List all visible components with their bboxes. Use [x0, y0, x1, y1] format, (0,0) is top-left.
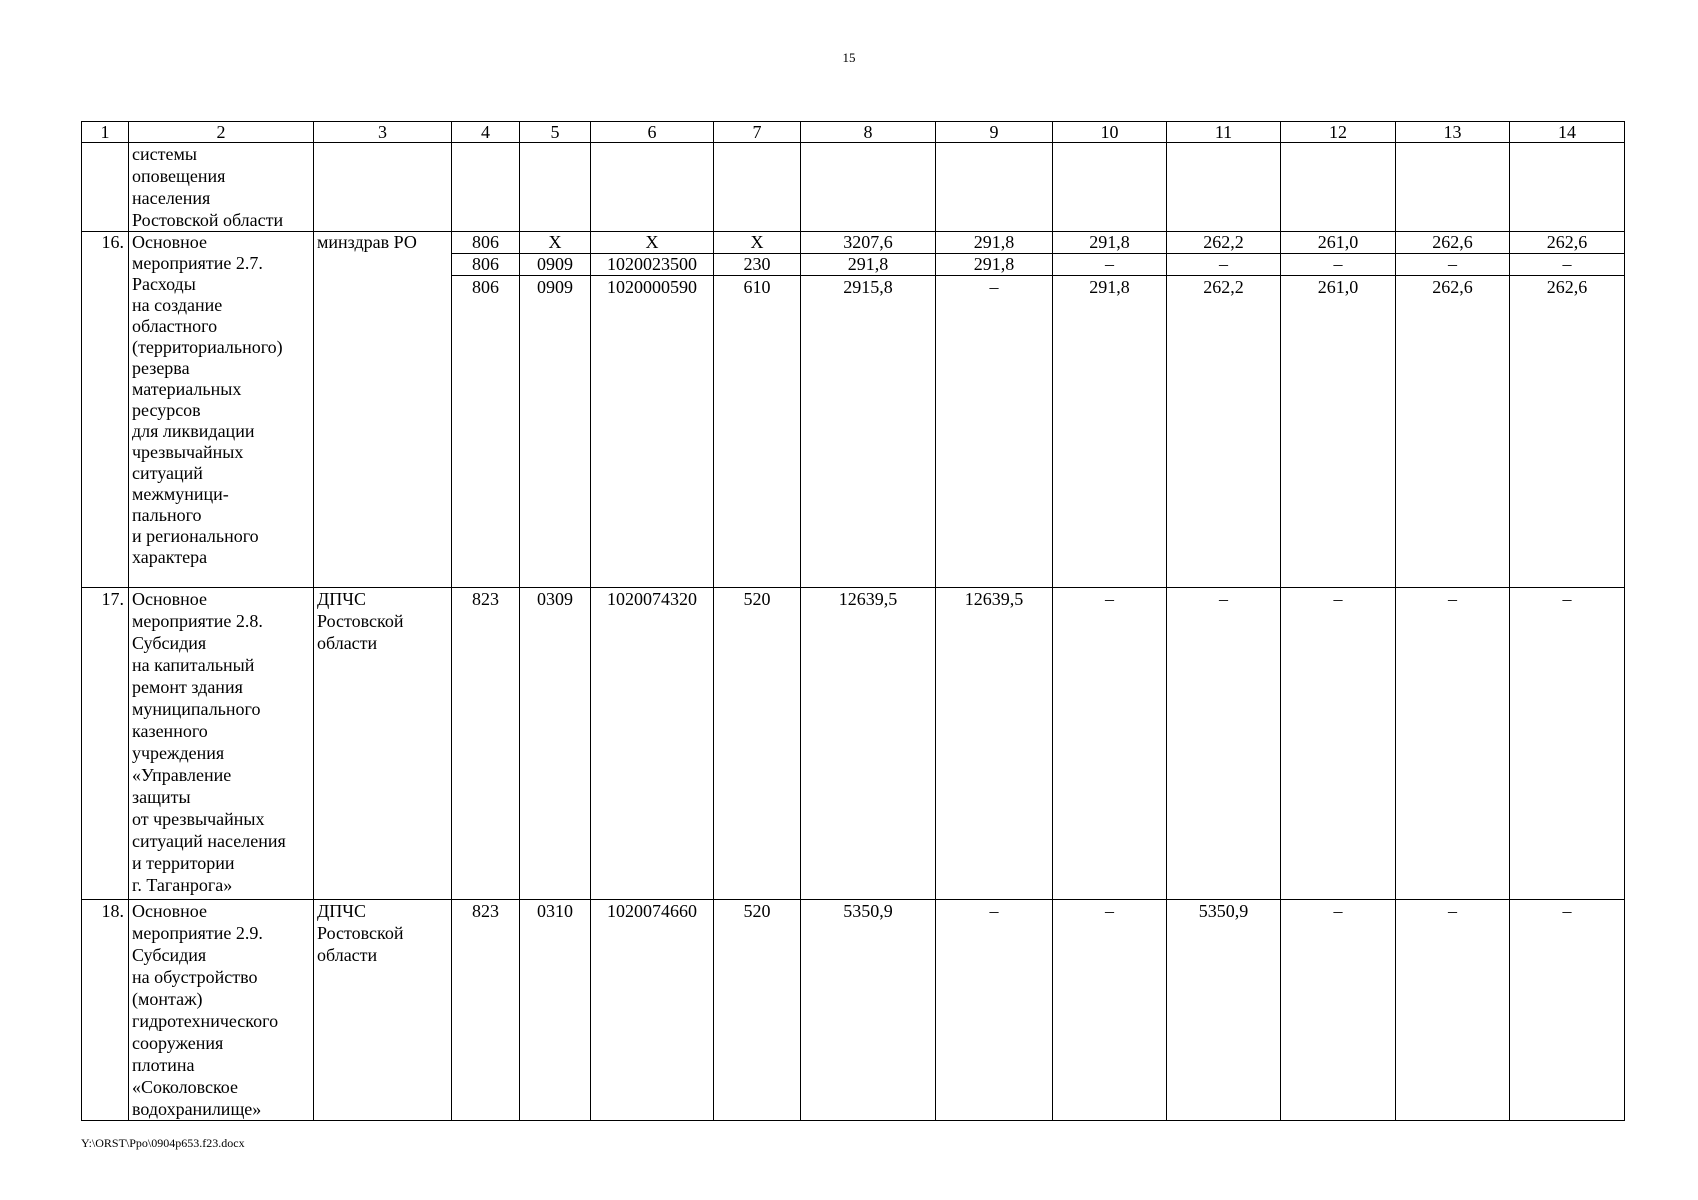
table-cell: 0909: [520, 276, 591, 588]
table-cell: –: [1053, 900, 1167, 1121]
table-cell: 12639,5: [801, 588, 936, 900]
table-cell: –: [1510, 588, 1625, 900]
column-number: 5: [520, 122, 591, 143]
table-cell: 0310: [520, 900, 591, 1121]
table-cell: 12639,5: [936, 588, 1053, 900]
column-number: 2: [129, 122, 314, 143]
table-row: [82, 900, 1625, 1121]
table-cell: Х: [591, 232, 714, 254]
table-row: [82, 143, 1625, 232]
column-number-row: [82, 122, 1625, 143]
table-cell: 230: [714, 254, 801, 276]
table-cell: –: [1281, 254, 1396, 276]
table-cell: –: [1510, 900, 1625, 1121]
table-cell: 0909: [520, 254, 591, 276]
table-cell: 2915,8: [801, 276, 936, 588]
table-cell: Х: [520, 232, 591, 254]
executor-cell: [314, 143, 452, 232]
table-cell: 5350,9: [1167, 900, 1281, 1121]
table-cell: 0309: [520, 588, 591, 900]
table-cell: 806: [452, 276, 520, 588]
table-cell: [936, 143, 1053, 232]
table-cell: 1020074320: [591, 588, 714, 900]
executor-cell: минздрав РО: [314, 232, 452, 588]
column-number: 7: [714, 122, 801, 143]
table-cell: 291,8: [936, 232, 1053, 254]
table-cell: –: [1281, 900, 1396, 1121]
column-number: 9: [936, 122, 1053, 143]
table-cell: Х: [714, 232, 801, 254]
table-cell: –: [1396, 588, 1510, 900]
column-number: 1: [82, 122, 129, 143]
table-cell: –: [936, 276, 1053, 588]
table-cell: [452, 143, 520, 232]
table-cell: 261,0: [1281, 232, 1396, 254]
table-cell: 262,2: [1167, 276, 1281, 588]
table-cell: 262,6: [1396, 232, 1510, 254]
executor-cell: ДПЧС Ростовской области: [314, 900, 452, 1121]
table-cell: 3207,6: [801, 232, 936, 254]
table-cell: 291,8: [801, 254, 936, 276]
table-cell: 823: [452, 588, 520, 900]
table-cell: [801, 143, 936, 232]
footer-file-path: Y:\ORST\Ppo\0904p653.f23.docx: [81, 1136, 245, 1150]
table-cell: 262,2: [1167, 232, 1281, 254]
row-number-cell: 18.: [82, 900, 129, 1121]
column-number: 3: [314, 122, 452, 143]
table-cell: [1053, 143, 1167, 232]
budget-table: [81, 121, 1625, 1121]
executor-cell: ДПЧС Ростовской области: [314, 588, 452, 900]
table-cell: 806: [452, 254, 520, 276]
table-cell: [1510, 143, 1625, 232]
table-cell: 291,8: [936, 254, 1053, 276]
table-cell: [520, 143, 591, 232]
page-number: 15: [842, 50, 856, 65]
table-cell: –: [1167, 254, 1281, 276]
table-cell: 823: [452, 900, 520, 1121]
table-cell: –: [1281, 588, 1396, 900]
table-cell: [1281, 143, 1396, 232]
table-cell: 5350,9: [801, 900, 936, 1121]
table-cell: –: [1167, 588, 1281, 900]
table-cell: [591, 143, 714, 232]
table-cell: 1020074660: [591, 900, 714, 1121]
table-cell: 1020000590: [591, 276, 714, 588]
measure-name-cell: Основное мероприятие 2.9. Субсидия на обустройство (монтаж) гидротехнического сооружения плотина «Соколовское водохранилище»: [129, 900, 314, 1121]
column-number: 6: [591, 122, 714, 143]
row-number-cell: 17.: [82, 588, 129, 900]
column-number: 12: [1281, 122, 1396, 143]
table-cell: –: [1396, 254, 1510, 276]
table-cell: 261,0: [1281, 276, 1396, 588]
column-number: 4: [452, 122, 520, 143]
measure-name-cell: системы оповещения населения Ростовской области: [129, 143, 314, 232]
table-cell: 1020023500: [591, 254, 714, 276]
table-cell: 291,8: [1053, 232, 1167, 254]
table-cell: 291,8: [1053, 276, 1167, 588]
column-number: 10: [1053, 122, 1167, 143]
row-number-cell: 16.: [82, 232, 129, 588]
measure-name-cell: Основное мероприятие 2.8. Субсидия на капитальный ремонт здания муниципального казенного учреждения «Управление защиты от чрезвычайных ситуаций населения и территории г. Таганрога»: [129, 588, 314, 900]
table-cell: 520: [714, 900, 801, 1121]
table-cell: 262,6: [1510, 276, 1625, 588]
table-row: [82, 232, 1625, 254]
table-cell: –: [1053, 254, 1167, 276]
table-cell: [1396, 143, 1510, 232]
table-cell: 262,6: [1510, 232, 1625, 254]
table-cell: –: [1396, 900, 1510, 1121]
table-cell: –: [1510, 254, 1625, 276]
column-number: 14: [1510, 122, 1625, 143]
column-number: 13: [1396, 122, 1510, 143]
table-cell: –: [936, 900, 1053, 1121]
table-cell: –: [1053, 588, 1167, 900]
table-cell: [1167, 143, 1281, 232]
table-cell: 610: [714, 276, 801, 588]
column-number: 8: [801, 122, 936, 143]
table-row: [82, 588, 1625, 900]
table-cell: 262,6: [1396, 276, 1510, 588]
table-cell: 806: [452, 232, 520, 254]
row-number-cell: [82, 143, 129, 232]
column-number: 11: [1167, 122, 1281, 143]
table-cell: [714, 143, 801, 232]
measure-name-cell: Основное мероприятие 2.7. Расходы на создание областного (территориального) резерва материальных ресурсов для ликвидации чрезвычайных ситуаций межмуници- пального и регионального характера: [129, 232, 314, 588]
table-cell: 520: [714, 588, 801, 900]
